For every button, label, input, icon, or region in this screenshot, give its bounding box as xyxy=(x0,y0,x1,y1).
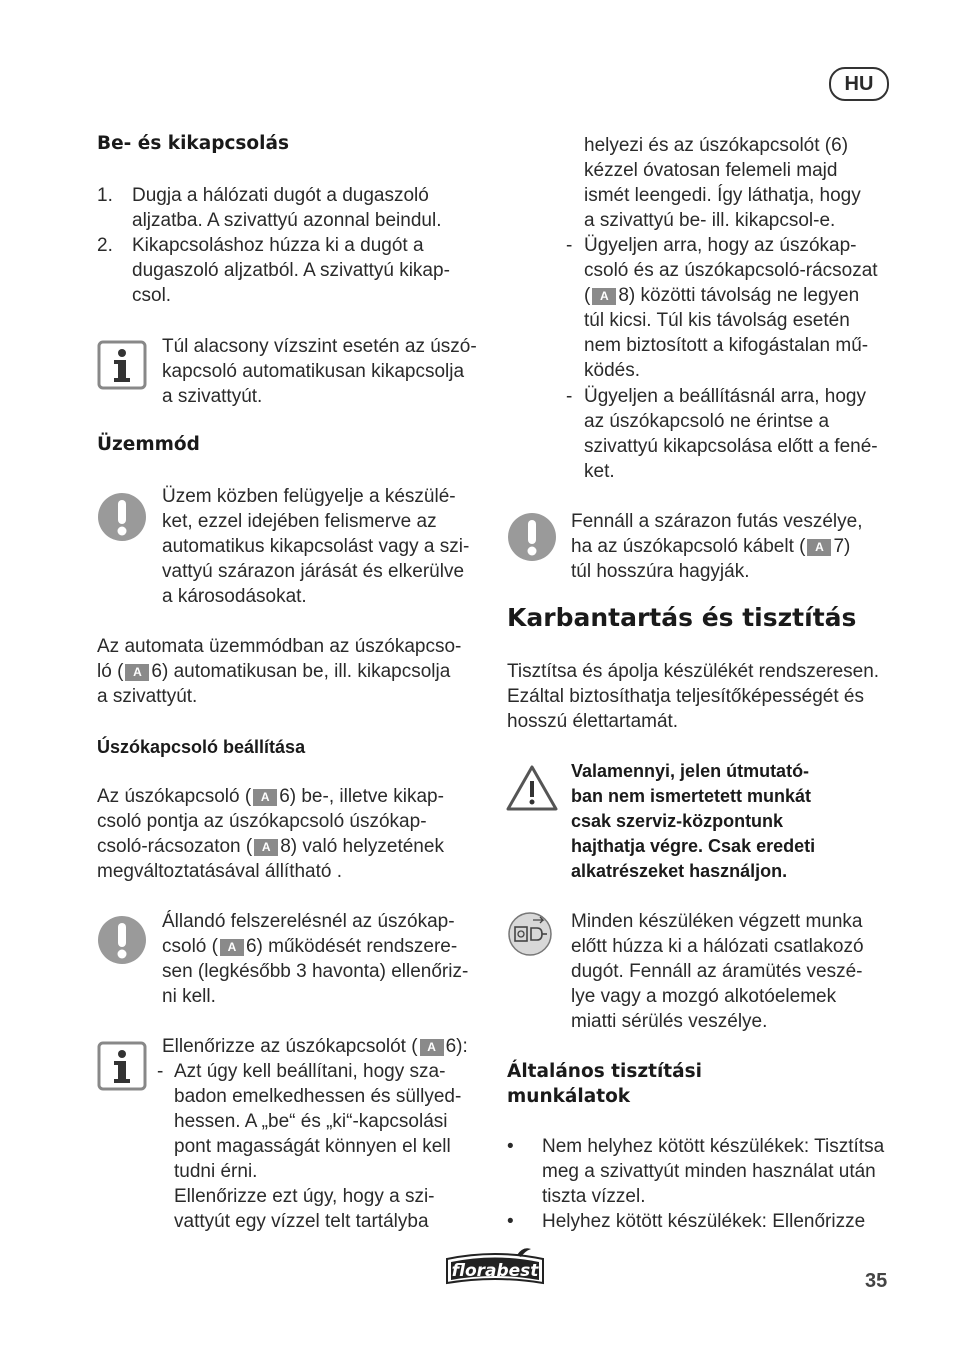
text-line: munkálatok xyxy=(507,1086,631,1107)
text-line: tiszta vízzel. xyxy=(542,1186,646,1207)
text-line: Üzem közben felügyelje a készülé- xyxy=(162,486,456,507)
caution-note-service xyxy=(571,759,815,884)
text-line: Ezáltal biztosíthatja teljesítőképességét és xyxy=(507,686,864,707)
text-line: nem biztosított a kifogástalan mű- xyxy=(584,335,869,356)
text-line: a szivattyút. xyxy=(162,386,263,407)
figure-a-badge: A xyxy=(807,539,831,556)
text-line: a szivattyú be- ill. kikapcsol-e. xyxy=(584,210,836,231)
paragraph-auto-mode xyxy=(97,634,461,709)
florabest-logo xyxy=(439,1245,551,1289)
paragraph-float-switch xyxy=(97,784,444,884)
text-line: sen (legkésőbb 3 havonta) ellenőriz- xyxy=(162,961,469,982)
text-line: ni kell. xyxy=(162,986,216,1007)
text-line: vattyút egy vízzel telt tartályba xyxy=(174,1211,429,1232)
dash-marker: - xyxy=(566,386,573,407)
text-fragment: csoló ( xyxy=(162,936,218,957)
text-line: dugót. Fennáll az áramütés veszé- xyxy=(571,961,863,982)
text-line: hosszú élettartamát. xyxy=(507,711,679,732)
figure-a-badge: A xyxy=(253,789,277,806)
text-line: kézzel óvatosan felemeli majd xyxy=(584,160,838,181)
bullet-list-item xyxy=(507,1134,884,1209)
figure-a-badge: A xyxy=(220,939,244,956)
bullet-marker: • xyxy=(507,1136,514,1157)
text-line: Általános tisztítási xyxy=(507,1061,702,1082)
heading-general-cleaning xyxy=(507,1059,702,1109)
text-line: kapcsoló automatikusan kikapcsolja xyxy=(162,361,465,382)
text-line: Állandó felszerelésnél az úszókap- xyxy=(162,911,455,932)
text-line: Minden készüléken végzett munka xyxy=(571,911,863,932)
paragraph-maintenance xyxy=(507,659,879,734)
text-fragment: 8) közötti távolság ne legyen xyxy=(618,285,860,306)
warning-triangle-icon xyxy=(505,764,559,812)
text-fragment: 6) be-, illetve kikap- xyxy=(279,786,444,807)
warning-note-check xyxy=(162,909,468,1009)
text-line: Dugja a hálózati dugót a dugaszoló xyxy=(132,185,429,206)
text-fragment: ( xyxy=(584,285,591,306)
info-note-check-float xyxy=(162,1034,468,1059)
text-line: ködés. xyxy=(584,360,640,381)
heading-maintenance: Karbantartás és tisztítás xyxy=(507,603,857,632)
text-line: túl kicsi. Túl kis távolság esetén xyxy=(584,310,850,331)
figure-a-badge: A xyxy=(420,1039,444,1056)
note-unplug xyxy=(571,909,864,1034)
text-line: Túl alacsony vízszint esetén az úszó- xyxy=(162,336,477,357)
list-item xyxy=(97,183,441,233)
text-line: Ügyeljen a beállításnál arra, hogy xyxy=(584,386,867,407)
text-line: csoló és az úszókapcsoló-rácsozat xyxy=(584,260,878,281)
list-number: 2. xyxy=(97,235,113,256)
text-line: Kikapcsoláshoz húzza ki a dugót a xyxy=(132,235,424,256)
text-fragment: 8) való helyzetének xyxy=(280,836,444,857)
exclamation-icon xyxy=(97,915,147,965)
figure-a-badge: A xyxy=(592,288,616,305)
language-badge: HU xyxy=(829,67,889,101)
info-icon xyxy=(97,1041,147,1091)
text-fragment: Az úszókapcsoló ( xyxy=(97,786,252,807)
text-line: meg a szivattyút minden használat után xyxy=(542,1161,876,1182)
exclamation-icon xyxy=(507,512,557,562)
text-fragment: 6) működését rendszere- xyxy=(245,936,458,957)
dash-list-item xyxy=(566,233,878,383)
info-icon xyxy=(97,340,147,390)
text-line: megváltoztatásával állítható . xyxy=(97,861,343,882)
text-fragment: 6) automatikusan be, ill. kikapcsolja xyxy=(151,661,451,682)
bullet-marker: • xyxy=(507,1211,514,1232)
text-line: lye vagy a mozgó alkotóelemek xyxy=(571,986,837,1007)
text-line: hajthatja végre. Csak eredeti xyxy=(571,836,816,856)
dash-marker: - xyxy=(157,1061,164,1082)
text-line: badon emelkedhessen és süllyed- xyxy=(174,1086,462,1107)
text-line: Tisztítsa és ápolja készülékét rendszeresen. xyxy=(507,661,880,682)
text-line: ket, ezzel idejében felismerve az xyxy=(162,511,437,532)
text-line: miatti sérülés veszélye. xyxy=(571,1011,768,1032)
logo-text: florabest xyxy=(451,1261,539,1281)
bullet-list-item xyxy=(507,1209,865,1234)
exclamation-icon xyxy=(97,492,147,542)
dash-list-item xyxy=(157,1059,461,1234)
figure-a-badge: A xyxy=(125,664,149,681)
text-line: ban nem ismertetett munkát xyxy=(571,786,812,806)
text-line: automatikus kikapcsolást vagy a szi- xyxy=(162,536,470,557)
dash-marker: - xyxy=(566,235,573,256)
figure-a-badge: A xyxy=(254,839,278,856)
text-fragment: ló ( xyxy=(97,661,124,682)
text-fragment: csoló-rácsozaton ( xyxy=(97,836,253,857)
text-line: tudni érni. xyxy=(174,1161,258,1182)
heading-on-off: Be- és kikapcsolás xyxy=(97,133,289,154)
text-line: Ellenőrizze ezt úgy, hogy a szi- xyxy=(174,1186,435,1207)
text-line: pont magasságát könnyen el kell xyxy=(174,1136,451,1157)
text-line: dugaszoló aljzatból. A szivattyú kikap- xyxy=(132,260,450,281)
text-line: Az automata üzemmódban az úszókapcso- xyxy=(97,636,462,657)
list-number: 1. xyxy=(97,185,113,206)
text-line: a károsodásokat. xyxy=(162,586,307,607)
text-line: a szivattyút. xyxy=(97,686,198,707)
text-line: ismét leengedi. Így láthatja, hogy xyxy=(584,185,861,206)
warning-note-dry-run xyxy=(571,509,863,584)
text-line: Nem helyhez kötött készülékek: Tisztítsa xyxy=(542,1136,885,1157)
text-line: csak szerviz-központunk xyxy=(571,811,784,831)
text-line: csol. xyxy=(132,285,172,306)
text-line: vattyú szárazon járását és elkerülve xyxy=(162,561,465,582)
heading-float-switch-setting: Úszókapcsoló beállítása xyxy=(97,737,306,757)
list-item xyxy=(97,233,450,308)
text-line: hessen. A „be“ és „ki“-kapcsolási xyxy=(174,1111,448,1132)
text-line: az úszókapcsoló ne érintse a xyxy=(584,411,830,432)
dash-list-item xyxy=(566,384,878,484)
text-line: ket. xyxy=(584,461,615,482)
text-line: Helyhez kötött készülékek: Ellenőrizze xyxy=(542,1211,866,1232)
text-fragment: ha az úszókapcsoló kábelt ( xyxy=(571,536,806,557)
text-line: csoló pontja az úszókapcsoló úszókap- xyxy=(97,811,427,832)
text-line: szivattyú kikapcsolása előtt a fené- xyxy=(584,436,878,457)
text-line: aljzatba. A szivattyú azonnal beindul. xyxy=(132,210,442,231)
info-note-low-water xyxy=(162,334,477,409)
text-fragment: Ellenőrizze az úszókapcsolót ( xyxy=(162,1036,418,1057)
text-fragment: 7) xyxy=(833,536,851,557)
text-line: Fennáll a szárazon futás veszélye, xyxy=(571,511,863,532)
text-line: alkatrészeket használjon. xyxy=(571,861,788,881)
warning-note-monitor xyxy=(162,484,469,609)
unplug-icon xyxy=(507,911,553,957)
page-number: 35 xyxy=(865,1270,888,1292)
text-line: Valamennyi, jelen útmutató- xyxy=(571,761,810,781)
text-line: túl hosszúra hagyják. xyxy=(571,561,750,582)
text-line: előtt húzza ki a hálózati csatlakozó xyxy=(571,936,864,957)
text-line: Azt úgy kell beállítani, hogy sza- xyxy=(174,1061,446,1082)
heading-operation-mode: Üzemmód xyxy=(97,434,200,455)
text-line: helyezi és az úszókapcsolót (6) xyxy=(584,135,849,156)
continued-text xyxy=(584,133,861,233)
text-line: Ügyeljen arra, hogy az úszókap- xyxy=(584,235,857,256)
text-fragment: 6): xyxy=(445,1036,468,1057)
